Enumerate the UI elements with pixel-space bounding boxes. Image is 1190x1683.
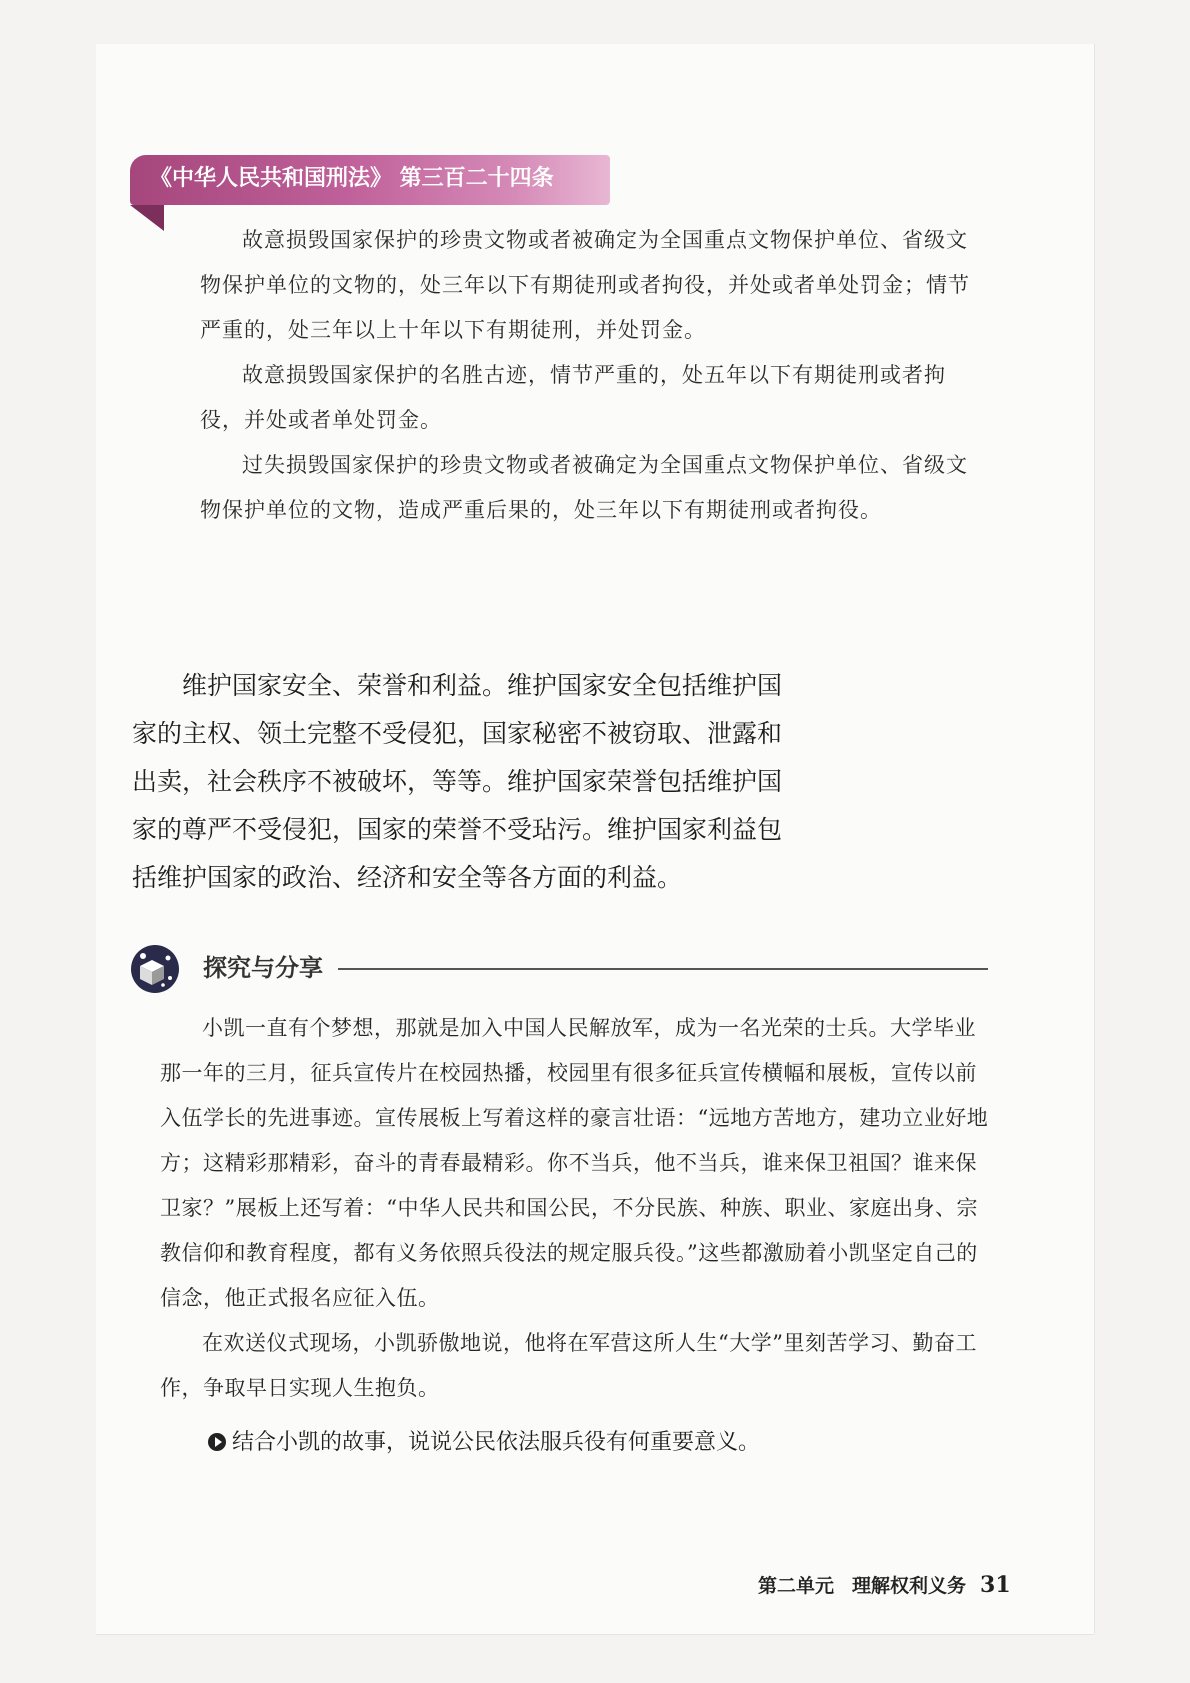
law-title-ribbon-tail <box>130 205 164 231</box>
question-text: 结合小凯的故事，说说公民依法服兵役有何重要意义。 <box>232 1430 761 1455</box>
law-title: 《中华人民共和国刑法》 第三百二十四条 <box>150 166 554 191</box>
law-paragraph: 故意损毁国家保护的名胜古迹，情节严重的，处五年以下有期徒刑或者拘役，并处或者单处罚金。 <box>200 363 946 432</box>
play-bullet-icon <box>208 1433 226 1451</box>
section-title: 探究与分享 <box>203 954 323 982</box>
question <box>208 1423 760 1463</box>
main-paragraph: 维护国家安全、荣誉和利益。维护国家安全包括维护国家的主权、领土完整不受侵犯，国家秘密不被窃取、泄露和出卖，社会秩序不被破坏，等等。维护国家荣誉包括维护国家的尊严不受侵犯，国家的荣誉不受玷污。维护国家利益包括维护国家的政治、经济和安全等各方面的利益。 <box>132 671 783 892</box>
story-paragraph: 小凯一直有个梦想，那就是加入中国人民解放军，成为一名光荣的士兵。大学毕业那一年的三月，征兵宣传片在校园热播，校园里有很多征兵宣传横幅和展板，宣传以前入伍学长的先进事迹。宣传展板上写着这样的豪言壮语：“远地方苦地方，建功立业好地方；这精彩那精彩，奋斗的青春最精彩。你不当兵，他不当兵，谁来保卫祖国？谁来保卫家？”展板上还写着：“中华人民共和国公民，不分民族、种族、职业、家庭出身、宗教信仰和教育程度，都有义务依照兵役法的规定服兵役。”这些都激励着小凯坚定自己的信念，他正式报名应征入伍。 <box>160 1016 989 1310</box>
law-text <box>200 218 980 533</box>
cube-sphere-icon <box>130 944 180 994</box>
unit-label: 第二单元 <box>758 1575 835 1597</box>
page-footer <box>758 1568 1011 1603</box>
story-text <box>160 1006 990 1411</box>
section-divider <box>338 968 988 970</box>
page-number: 31 <box>980 1572 1011 1598</box>
law-paragraph: 故意损毁国家保护的珍贵文物或者被确定为全国重点文物保护单位、省级文物保护单位的文物的，处三年以下有期徒刑或者拘役，并处或者单处罚金；情节严重的，处三年以上十年以下有期徒刑，并处罚金。 <box>200 228 970 342</box>
story-paragraph: 在欢送仪式现场，小凯骄傲地说，他将在军营这所人生“大学”里刻苦学习、勤奋工作，争取早日实现人生抱负。 <box>160 1331 977 1400</box>
unit-title: 理解权利义务 <box>852 1575 967 1597</box>
law-paragraph: 过失损毁国家保护的珍贵文物或者被确定为全国重点文物保护单位、省级文物保护单位的文物，造成严重后果的，处三年以下有期徒刑或者拘役。 <box>200 453 968 522</box>
main-text <box>132 662 802 902</box>
